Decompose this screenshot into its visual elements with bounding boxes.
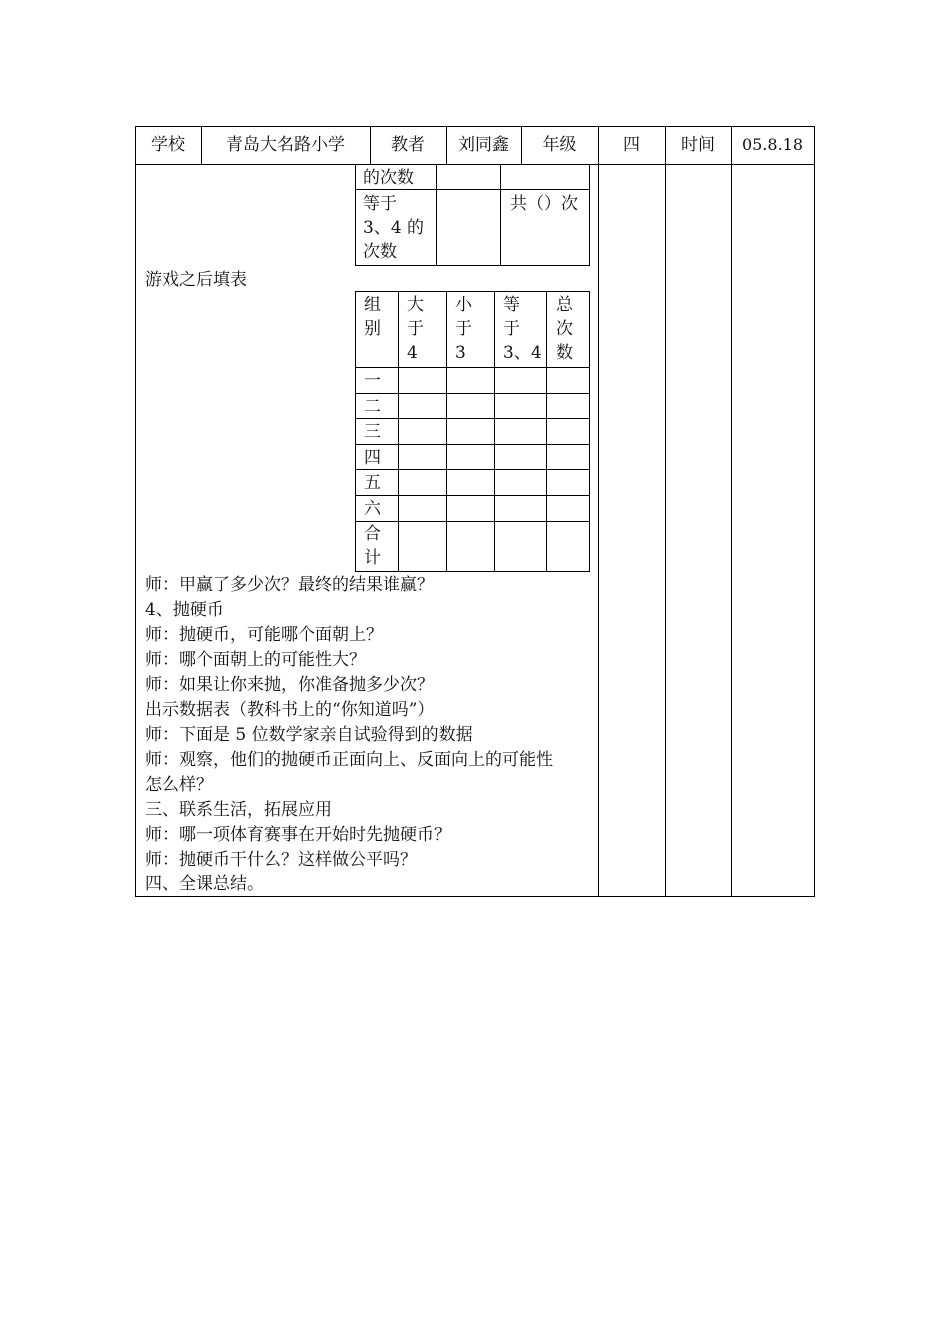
fill-table-right [589, 291, 590, 572]
header-total [556, 293, 580, 365]
text-line: 三、联系生活，拓展应用 [145, 800, 332, 820]
row-label: 四 [364, 448, 381, 468]
fill-table-row-line [355, 495, 590, 496]
result-row-label-line: 次数 [363, 242, 397, 262]
text-line: 4、抛硬币 [145, 600, 224, 620]
text-line: 出示数据表（教科书上的“你知道吗”） [145, 700, 435, 720]
result-table-left [355, 164, 356, 266]
result-row-label-line: 3、4 的 [363, 218, 425, 238]
table-border-left [135, 126, 136, 897]
fill-table-row-line [355, 444, 590, 445]
column-divider [598, 126, 599, 897]
fill-table-bottom [355, 571, 590, 572]
text-line: 四、全课总结。 [145, 874, 264, 894]
header-greater-than-4 [407, 293, 431, 365]
text-line: 师：哪一项体育赛事在开始时先抛硬币？ [145, 825, 451, 845]
header-group [364, 293, 388, 341]
fill-table-row-line [355, 393, 590, 394]
grade-label: 年级 [542, 135, 577, 155]
row-label: 一 [364, 371, 381, 391]
result-table-col-line [436, 164, 437, 266]
teacher-value: 刘同鑫 [458, 135, 509, 155]
text-line: 怎么样？ [145, 775, 213, 795]
row-label: 二 [364, 397, 381, 417]
result-count-note: 共（）次 [510, 194, 578, 214]
table-border-right [814, 126, 815, 897]
grade-value: 四 [623, 135, 640, 155]
row-label: 六 [364, 499, 381, 519]
result-table-bottom [355, 265, 590, 266]
fill-table-col-line [494, 291, 495, 572]
column-divider [731, 126, 732, 897]
header-text: 次 [556, 319, 573, 339]
column-divider [665, 126, 666, 897]
fill-table-row-line [355, 469, 590, 470]
row-label: 三 [364, 422, 381, 442]
text-line: 师：甲赢了多少次？最终的结果谁赢？ [145, 575, 434, 595]
row-label: 五 [364, 473, 381, 493]
header-text: 3、4 [503, 343, 542, 363]
header-text: 于 [407, 319, 424, 339]
result-row-label-line: 等于 [363, 194, 397, 214]
header-text: 4 [407, 343, 418, 363]
teacher-label: 教者 [391, 135, 425, 155]
header-equal-3-4 [503, 293, 547, 365]
table-border-top [135, 126, 815, 127]
table-border-bottom [135, 896, 815, 897]
header-text: 等 [503, 295, 520, 315]
total-label-line: 计 [364, 548, 381, 568]
header-text: 于 [503, 319, 520, 339]
text-line: 师：如果让你来抛，你准备抛多少次？ [145, 675, 434, 695]
header-less-than-3 [455, 293, 479, 365]
time-label: 时间 [681, 135, 715, 155]
header-text: 组 [364, 295, 381, 315]
header-text: 数 [556, 343, 573, 363]
fill-table-top [355, 291, 590, 292]
fill-table-left [355, 291, 356, 572]
text-line: 师：哪个面朝上的可能性大？ [145, 650, 366, 670]
fill-table-row-line [355, 418, 590, 419]
header-text: 总 [556, 295, 573, 315]
school-value: 青岛大名路小学 [226, 135, 345, 155]
result-table-col-line [500, 164, 501, 266]
total-label-line: 合 [364, 524, 381, 544]
header-text: 大 [407, 295, 424, 315]
result-table-right [589, 164, 590, 266]
fill-table-row-line [355, 521, 590, 522]
result-table-top [355, 164, 590, 165]
result-row-label: 的次数 [363, 168, 414, 188]
time-value: 05.8.18 [741, 135, 804, 154]
school-label: 学校 [151, 135, 185, 155]
fill-table-col-line [446, 291, 447, 572]
text-line: 师：下面是 5 位数学家亲自试验得到的数据 [145, 725, 473, 745]
text-line: 师：抛硬币干什么？这样做公平吗？ [145, 850, 417, 870]
text-line: 师：抛硬币，可能哪个面朝上？ [145, 625, 383, 645]
header-text: 3 [455, 343, 466, 363]
after-game-label: 游戏之后填表 [145, 270, 247, 290]
text-line: 师：观察，他们的抛硬币正面向上、反面向上的可能性 [145, 750, 553, 770]
header-text: 小 [455, 295, 472, 315]
fill-table-col-line [398, 291, 399, 572]
header-text: 于 [455, 319, 472, 339]
header-text: 别 [364, 319, 381, 339]
fill-table-row-line [355, 367, 590, 368]
